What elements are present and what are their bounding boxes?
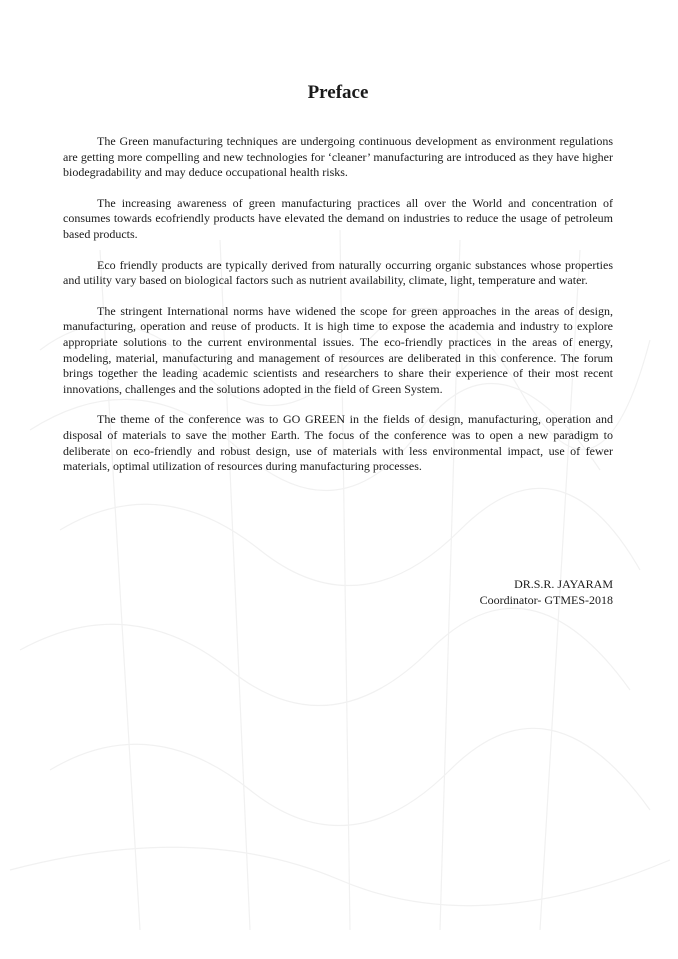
- page-title: Preface: [307, 82, 369, 103]
- preface-body: [63, 134, 613, 475]
- paragraph: The increasing awareness of green manufacturing practices all over the World and concentration of consumes towards ecofriendly products have elevated the demand on industries to reduce the usage of petroleum based products.: [63, 195, 613, 241]
- paragraph: The Green manufacturing techniques are undergoing continuous development as environment regulations are getting more compelling and new technologies for ‘cleaner’ manufacturing are introduced as they have higher biodegradability and may deduce occupational health risks.: [63, 134, 613, 180]
- paragraph: Eco friendly products are typically derived from naturally occurring organic substances whose properties and utility vary based on biological factors such as nutrient availability, climate, light, temperature and water.: [63, 257, 613, 288]
- paragraph: The stringent International norms have widened the scope for green approaches in the areas of design, manufacturing, operation and reuse of products. It is high time to expose the academia and industry to explore appropriate solutions to the current environmental issues. The eco-friendly practices in the areas of energy, modeling, material, manufacturing and management of resources are deliberated in this conference. The forum brings together the leading academic scientists and researchers to share their experience of their most recent innovations, challenges and the solutions adopted in the field of Green System.: [63, 303, 613, 396]
- signatory-name: DR.S.R. JAYARAM: [514, 577, 613, 591]
- preface-content: [63, 81, 613, 490]
- signature-block: [480, 576, 613, 608]
- paragraph: The theme of the conference was to GO GREEN in the fields of design, manufacturing, operation and disposal of materials to save the mother Earth. The focus of the conference was to open a new paradigm to deliberate on eco-friendly and robust design, use of materials with less environmental impact, use of fewer materials, optimal utilization of resources during manufacturing processes.: [63, 412, 613, 474]
- signatory-role: Coordinator- GTMES-2018: [479, 593, 613, 607]
